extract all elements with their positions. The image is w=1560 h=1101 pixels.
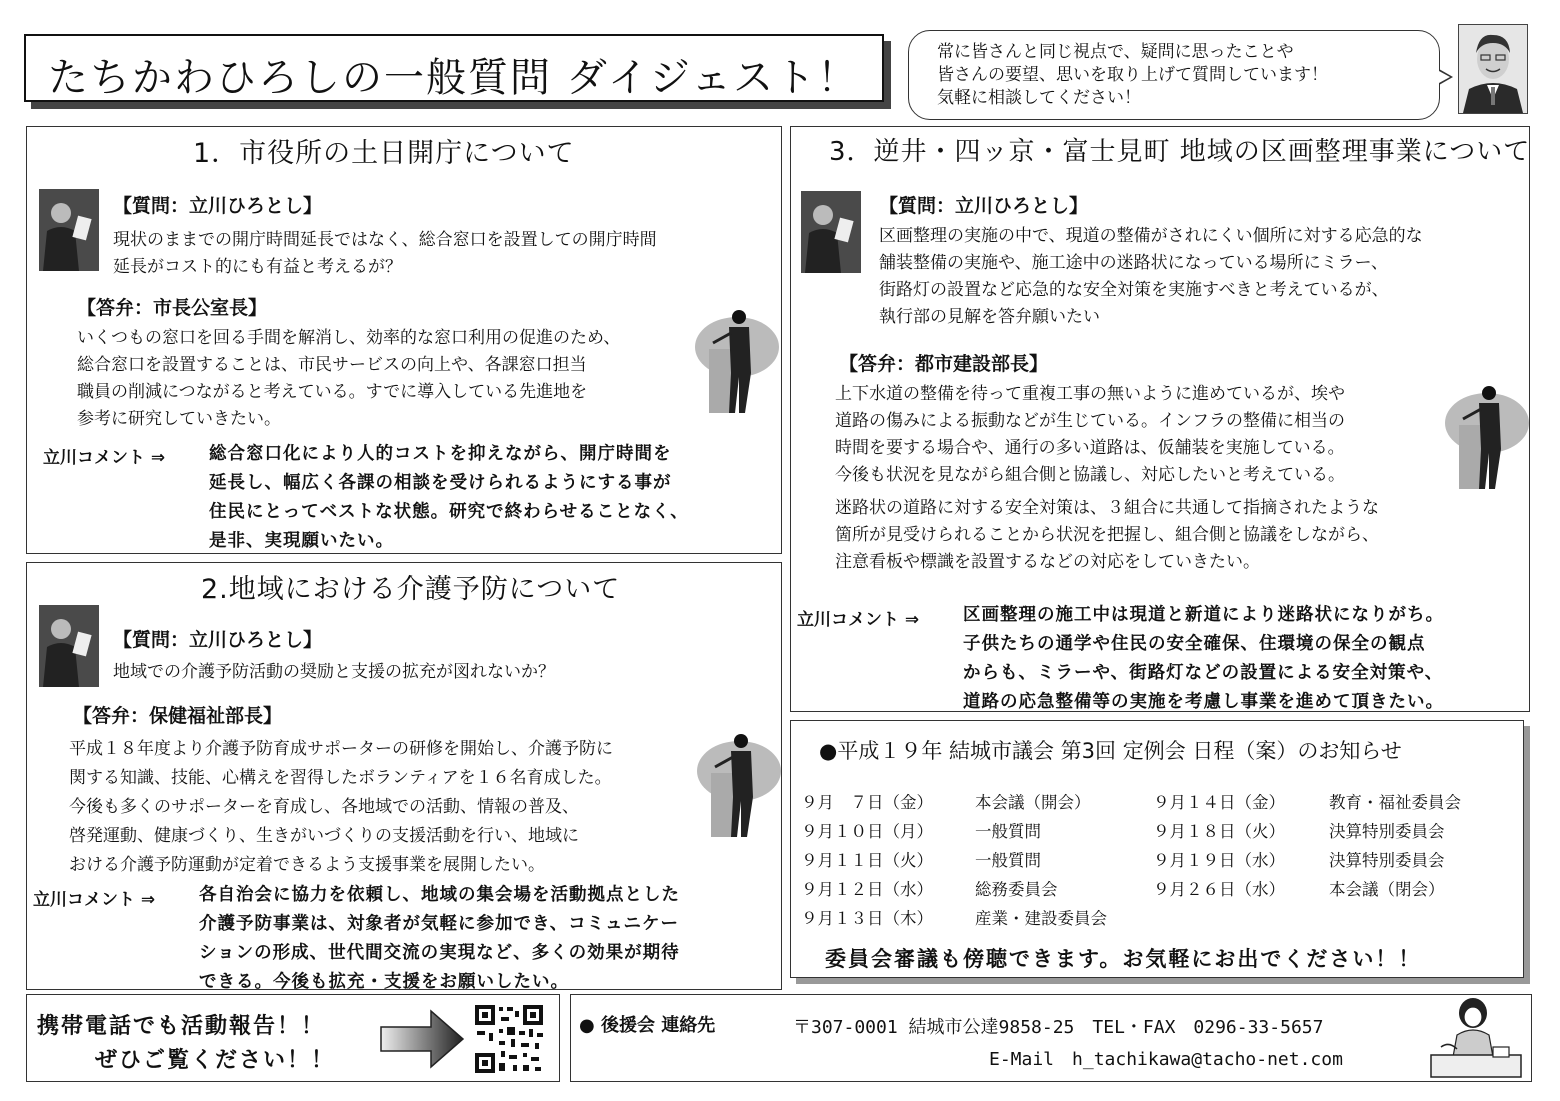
page-title: たちかわひろしの一般質問 ダイジェスト！ xyxy=(48,55,860,101)
schedule-row: 一般質問 xyxy=(975,822,1041,841)
question-text: 区画整理の実施の中で、現道の整備がされにくい個所に対する応急的な 舗装整備の実施や、施工途中の迷路状になっている場所にミラー、 街路灯の設置など応急的な安全対策を実施すべきと考えているが、 執行部の見解を答弁願いたい xyxy=(879,226,1423,327)
contact-address: 〒307-0001 結城市公達9858-25 TEL・FAX 0296-33-5657 xyxy=(793,1017,1324,1038)
schedule-row: 決算特別委員会 xyxy=(1329,822,1445,841)
answer-label: 【答弁：保健福祉部長】 xyxy=(73,705,283,727)
schedule-footer: 委員会審議も傍聴できます。お気軽にお出でください！！ xyxy=(825,947,1422,971)
schedule-row: ９月２６日（水） xyxy=(1153,880,1285,899)
schedule-row: ９月１８日（火） xyxy=(1153,822,1285,841)
comment-text: 区画整理の施工中は現道と新道により迷路状になりがち。 子供たちの通学や住民の安全確保、住環境の保全の観点 からも、ミラーや、街路灯などの設置による安全対策や、 道路の応急整備等の実施を考慮し事業を進めて頂きたい。 xyxy=(963,605,1444,712)
portrait-photo xyxy=(1458,24,1528,114)
question-label: 【質問：立川ひろとし】 xyxy=(879,195,1089,217)
mobile-line-2: ぜひご覧ください！！ xyxy=(95,1048,336,1073)
arrow-right-icon xyxy=(379,1007,465,1071)
schedule-title: ●平成１９年 結城市議会 第3回 定例会 日程（案）のお知らせ xyxy=(819,739,1402,763)
speaker-podium-icon xyxy=(693,727,783,843)
comment-label: 立川コメント ⇒ xyxy=(797,610,920,630)
section-1-heading: 1．市役所の土日開庁について xyxy=(193,138,575,169)
schedule-row: 一般質問 xyxy=(975,851,1041,870)
schedule-row: ９月１１日（火） xyxy=(801,851,933,870)
schedule-row: ９月１３日（木） xyxy=(801,909,933,928)
schedule-row: 総務委員会 xyxy=(975,880,1058,899)
contact-email[interactable]: E-Mail h_tachikawa@tacho-net.com xyxy=(989,1049,1343,1070)
schedule-row: 産業・建設委員会 xyxy=(975,909,1107,928)
speaker-photo-icon xyxy=(39,189,99,271)
question-label: 【質問：立川ひろとし】 xyxy=(113,629,323,651)
comment-label: 立川コメント ⇒ xyxy=(33,890,156,910)
comment-label: 立川コメント ⇒ xyxy=(43,448,166,468)
question-label: 【質問：立川ひろとし】 xyxy=(113,195,323,217)
speaker-photo-icon xyxy=(801,191,861,273)
mobile-panel xyxy=(26,994,560,1082)
schedule-row: 本会議（閉会） xyxy=(1329,880,1445,899)
section-1-panel xyxy=(26,126,782,554)
title-box xyxy=(24,34,884,102)
answer-label: 【答弁：都市建設部長】 xyxy=(839,353,1049,375)
mobile-line-1: 携帯電話でも活動報告！！ xyxy=(37,1014,326,1039)
schedule-row: 決算特別委員会 xyxy=(1329,851,1445,870)
receptionist-illustration xyxy=(1427,995,1525,1081)
section-2-panel xyxy=(26,562,782,990)
answer-text: いくつもの窓口を回る手間を解消し、効率的な窓口利用の促進のため、 総合窓口を設置することは、市民サービスの向上や、各課窓口担当 職員の削減につながると考えている。すでに導入している先進地を 参考に研究していきたい。 xyxy=(77,328,621,429)
comment-text: 総合窓口化により人的コストを抑えながら、開庁時間を 延長し、幅広く各課の相談を受けられるようにする事が 住民にとってベストな状態。研究で終わらせることなく、 是非、実現願いたい。 xyxy=(209,444,689,551)
speech-text: 常に皆さんと同じ視点で、疑問に思ったことや 皆さんの要望、思いを取り上げて質問しています！ 気軽に相談してください！ xyxy=(937,42,1328,108)
answer-text: 平成１８年度より介護予防育成サポーターの研修を開始し、介護予防に 関する知識、技能、心構えを習得したボランティアを１６名育成した。 今後も多くのサポーターを育成し、各地域での活動、情報の普及、 啓発運動、健康づくり、生きがいづくりの支援活動を行い、地域に おける介護予防運動が定着できるよう支援事業を展開したい。 xyxy=(69,739,613,875)
contact-panel xyxy=(570,994,1532,1082)
schedule-panel xyxy=(790,720,1524,978)
speaker-photo-icon xyxy=(39,605,99,687)
qr-code-icon[interactable] xyxy=(473,1003,545,1075)
answer-text-2: 迷路状の道路に対する安全対策は、３組合に共通して指摘されたような 箇所が見受けられることから状況を把握し、組合側と協議をしながら、 注意看板や標識を設置するなどの対応をしていきたい。 xyxy=(835,498,1379,572)
question-text: 現状のままでの開庁時間延長ではなく、総合窓口を設置しての開庁時間 延長がコスト的にも有益と考えるが？ xyxy=(113,230,657,277)
schedule-row: ９月１９日（水） xyxy=(1153,851,1285,870)
answer-text: 上下水道の整備を待って重複工事の無いように進めているが、埃や 道路の傷みによる振動などが生じている。インフラの整備に相当の 時間を要する場合や、通行の多い道路は、仮舗装を実施している。 今後も状況を見ながら組合側と協議し、対応したいと考えている。 xyxy=(835,384,1345,485)
section-3-panel xyxy=(790,126,1530,712)
speech-bubble xyxy=(908,30,1440,120)
schedule-row: 教育・福祉委員会 xyxy=(1329,793,1461,812)
comment-text: 各自治会に協力を依頼し、地域の集会場を活動拠点とした 介護予防事業は、対象者が気軽に参加でき、コミュニケー ションの形成、世代間交流の実現など、多くの効果が期待 できる。今後も拡充・支援をお願いしたい。 xyxy=(199,885,680,992)
schedule-row: ９月１４日（金） xyxy=(1153,793,1285,812)
answer-label: 【答弁：市長公室長】 xyxy=(77,297,268,319)
schedule-row: ９月１２日（水） xyxy=(801,880,933,899)
speaker-podium-icon xyxy=(1441,379,1531,495)
contact-label: ● 後援会 連絡先 xyxy=(579,1015,716,1036)
speaker-podium-icon xyxy=(691,303,781,419)
schedule-row: 本会議（開会） xyxy=(975,793,1091,812)
schedule-row: ９月 ７日（金） xyxy=(801,793,933,812)
question-text: 地域での介護予防活動の奨励と支援の拡充が図れないか？ xyxy=(113,662,555,682)
section-3-heading: 3．逆井・四ッ京・富士見町 地域の区画整理事業について xyxy=(829,137,1531,167)
schedule-row: ９月１０日（月） xyxy=(801,822,933,841)
section-2-heading: 2.地域における介護予防について xyxy=(201,574,621,605)
